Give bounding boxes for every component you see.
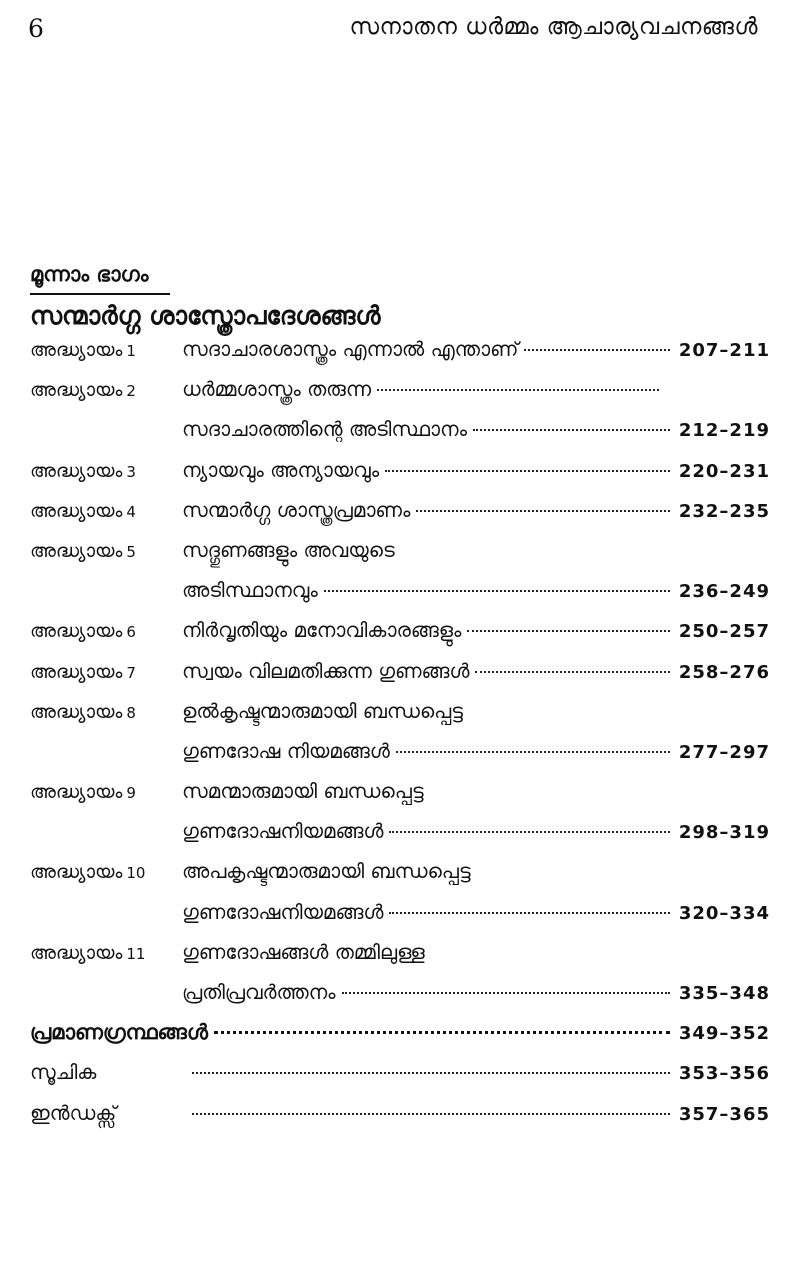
entry-title-text: അപകൃഷ്ടന്മാരുമായി ബന്ധപ്പെട്ട [182,859,471,884]
chapter-label [30,460,182,482]
toc-entry-5[interactable] [30,538,770,578]
dot-leader [324,590,670,592]
page-range: 335–348 [678,983,770,1004]
dot-leader [467,630,670,632]
entry-title [186,1077,674,1079]
entry-title-text: സദ്ഗുണങ്ങളും അവയുടെ [182,537,395,562]
entry-title [182,337,674,361]
page-range: 220–231 [678,460,770,482]
toc-entry-8[interactable] [30,699,770,739]
toc-entry-1[interactable] [30,337,770,377]
page-range: 250–257 [678,621,770,643]
page-range: 298–319 [678,822,770,844]
dot-leader [473,429,670,431]
page-range: 236–249 [678,581,770,603]
chapter-number: 8 [126,703,136,722]
toc-entry-10[interactable] [30,859,770,899]
chapter-number: 2 [126,382,136,401]
page-range: 349–352 [678,1023,770,1045]
entry-title [186,1118,674,1120]
chapter-word: അദ്ധ്യായം [30,660,123,683]
entry-title [30,578,674,602]
chapter-number: 5 [126,542,136,561]
toc-entry-3[interactable] [30,458,770,498]
chapter-word: അദ്ധ്യായം [30,539,123,562]
chapter-label [30,861,182,883]
chapter-word: അദ്ധ്യായം [30,499,123,522]
part-subtitle: സന്മാർഗ്ഗ ശാസ്ത്രോപദേശങ്ങൾ [30,301,381,330]
entry-title-text: അടിസ്ഥാനവും [182,578,318,603]
entry-title-text: ന്യായവും അന്യായവും [182,457,380,482]
entry-title [182,498,674,522]
toc-entry-2-continued[interactable] [30,417,770,457]
toc-entry-11[interactable] [30,940,770,980]
toc-entry-4[interactable] [30,498,770,538]
entry-title [30,1020,674,1045]
chapter-label [30,620,182,642]
chapter-number: 11 [126,944,146,963]
entry-title [182,377,674,401]
chapter-label [30,500,182,522]
toc-entry-index[interactable] [30,1101,770,1141]
page-number: 6 [28,14,44,43]
entry-title [182,699,674,723]
entry-title [30,417,674,441]
dot-leader [389,912,670,914]
toc-entry-bibliography[interactable] [30,1020,770,1060]
chapter-label [30,339,182,361]
dot-leader [192,1072,670,1074]
toc-list [30,337,770,1141]
toc-section [30,262,770,1141]
page-range: 232–235 [678,500,770,522]
entry-title [30,739,674,763]
toc-entry-7[interactable] [30,659,770,699]
entry-title [182,940,674,964]
chapter-label [30,701,182,723]
chapter-word: അദ്ധ്യായം [30,339,123,361]
entry-title-text: ഗുണദോഷനിയമങ്ങൾ [182,819,384,844]
toc-entry-5-continued[interactable] [30,578,770,618]
page-range: 207–211 [678,340,770,361]
entry-title-text: ഗുണദോഷനിയമങ്ങൾ [182,899,384,924]
toc-entry-10-continued[interactable] [30,900,770,940]
entry-title [182,779,674,803]
dot-leader [524,349,670,351]
entry-title-text: സദാചാരശാസ്ത്രം എന്നാൽ എന്താണ് [182,337,519,361]
page-range: 320–334 [678,902,770,924]
entry-title-text: സദാചാരത്തിന്റെ അടിസ്ഥാനം [182,417,467,442]
chapter-number: 6 [126,623,136,642]
entry-title-text: ഉൽകൃഷ്ടന്മാരുമായി ബന്ധപ്പെട്ട [182,698,463,723]
entry-title [30,819,674,843]
toc-entry-9-continued[interactable] [30,819,770,859]
chapter-word: അദ്ധ്യായം [30,861,123,884]
part-title: മൂന്നാം ഭാഗം [30,262,170,295]
dot-leader [192,1113,670,1115]
entry-title-text: സന്മാർഗ്ഗ ശാസ്ത്രപ്രമാണം [182,497,411,522]
entry-title [182,538,674,562]
chapter-word: അദ്ധ്യായം [30,459,123,482]
entry-title-text: ഗുണദോഷങ്ങൾ തമ്മിലുള്ള [182,939,425,964]
entry-title-text: സൂചിക [30,1060,97,1085]
entry-title [30,980,674,1004]
chapter-number: 4 [126,502,136,521]
toc-entry-2[interactable] [30,377,770,417]
chapter-label [30,942,182,964]
page-range: 357–365 [678,1103,770,1125]
chapter-number: 10 [126,864,146,883]
entry-title-text: ധർമ്മശാസ്ത്രം തരുന്ന [182,377,372,402]
chapter-label [30,661,182,683]
chapter-number: 9 [126,784,136,803]
entry-title [182,859,674,883]
dot-leader [396,751,670,753]
chapter-number: 1 [126,342,136,360]
entry-title-text: സ്വയം വിലമതിക്കുന്ന ഗുണങ്ങൾ [182,658,470,683]
toc-entry-11-continued[interactable] [30,980,770,1020]
entry-title-text: ഗുണദോഷ നിയമങ്ങൾ [182,738,390,763]
dot-leader [377,389,659,391]
chapter-number: 3 [126,462,136,481]
dot-leader [416,510,670,512]
entry-title [182,618,674,642]
chapter-number: 7 [126,663,136,682]
entry-title-text: പ്രമാണഗ്രന്ഥങ്ങൾ [30,1020,208,1045]
chapter-label [30,379,182,401]
dot-leader [389,831,670,833]
chapter-word: അദ്ധ്യായം [30,941,123,964]
page-range: 212–219 [678,420,770,442]
page-range: 353–356 [678,1063,770,1085]
toc-entry-9[interactable] [30,779,770,819]
entry-title-text: നിർവൃതിയും മനോവികാരങ്ങളും [182,618,462,643]
toc-entry-glossary[interactable] [30,1060,770,1100]
page-range: 258–276 [678,661,770,683]
entry-title-text: പ്രതിപ്രവർത്തനം [182,980,336,1004]
chapter-word: അദ്ധ്യായം [30,781,123,804]
page-range: 277–297 [678,741,770,763]
entry-title [30,900,674,924]
entry-title-text: ഇൻഡക്സ് [30,1100,117,1125]
dot-leader [342,992,670,994]
toc-entry-6[interactable] [30,618,770,658]
entry-title-text: സമന്മാരുമായി ബന്ധപ്പെട്ട [182,779,424,804]
chapter-label [30,781,182,803]
chapter-label [30,540,182,562]
chapter-word: അദ്ധ്യായം [30,379,123,402]
running-title: സനാതന ധർമ്മം ആചാര്യവചനങ്ങൾ [349,14,758,40]
dot-leader [385,470,670,472]
dot-leader [214,1031,670,1034]
entry-title [182,458,674,482]
chapter-word: അദ്ധ്യായം [30,700,123,723]
toc-entry-8-continued[interactable] [30,739,770,779]
dot-leader [475,671,670,673]
entry-title [182,659,674,683]
chapter-word: അദ്ധ്യായം [30,620,123,643]
